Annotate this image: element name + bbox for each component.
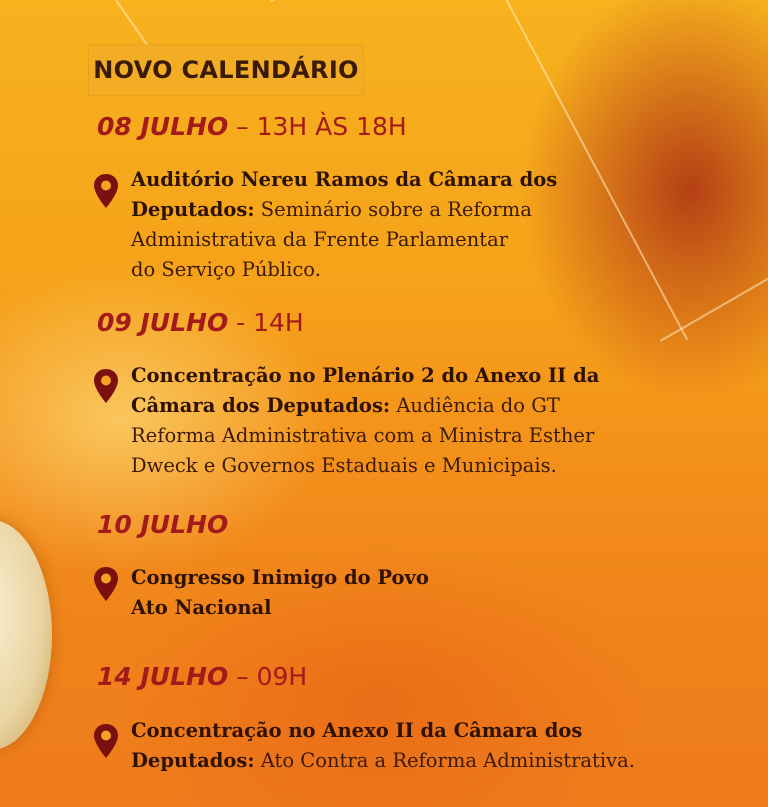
event-desc-line: Seminário sobre a Reforma [260,198,532,221]
event-time: – 09H [236,662,308,691]
calendar-title: NOVO CALENDÁRIO [93,56,359,84]
event-desc-line: Audiência do GT [396,394,560,417]
event-desc-line: Ato Contra a Reforma Administrativa. [260,749,635,772]
map-pin-icon [92,367,120,405]
event-time: – 13H ÀS 18H [236,112,407,141]
event-date: 08 JULHO [97,112,229,141]
background-light-streak [270,0,355,2]
calendar-header-badge [89,45,363,95]
event-place-line: Auditório Nereu Ramos da Câmara dos [131,168,558,191]
background-light-streak [108,0,150,48]
event-date: 10 JULHO [97,510,229,539]
event-date-line [97,112,407,141]
background-light-streak [660,275,768,342]
event-place-line: Ato Nacional [131,596,272,619]
event-place-line: Congresso Inimigo do Povo [131,566,429,589]
map-pin-icon [92,565,120,603]
event-date-line [97,662,307,691]
event-desc-line: do Serviço Público. [131,258,321,281]
map-pin-icon [92,172,120,210]
event-place-line: Câmara dos Deputados: [131,394,391,417]
event-description [131,563,691,623]
event-date-line [97,308,304,337]
event-place-line: Concentração no Plenário 2 do Anexo II da [131,364,600,387]
event-date: 14 JULHO [97,662,229,691]
event-date: 09 JULHO [97,308,229,337]
event-time: - 14H [236,308,304,337]
event-description [131,165,691,285]
decorative-egg-shape [0,520,52,750]
event-desc-line: Reforma Administrativa com a Ministra Esther [131,424,595,447]
event-desc-line: Administrativa da Frente Parlamentar [131,228,509,251]
event-place-line: Deputados: [131,749,255,772]
event-place-line: Concentração no Anexo II da Câmara dos [131,719,583,742]
event-place-line: Deputados: [131,198,255,221]
event-desc-line: Dweck e Governos Estaduais e Municipais. [131,454,557,477]
event-date-line [97,510,228,539]
event-description [131,361,731,481]
map-pin-icon [92,722,120,760]
event-description [131,716,751,776]
